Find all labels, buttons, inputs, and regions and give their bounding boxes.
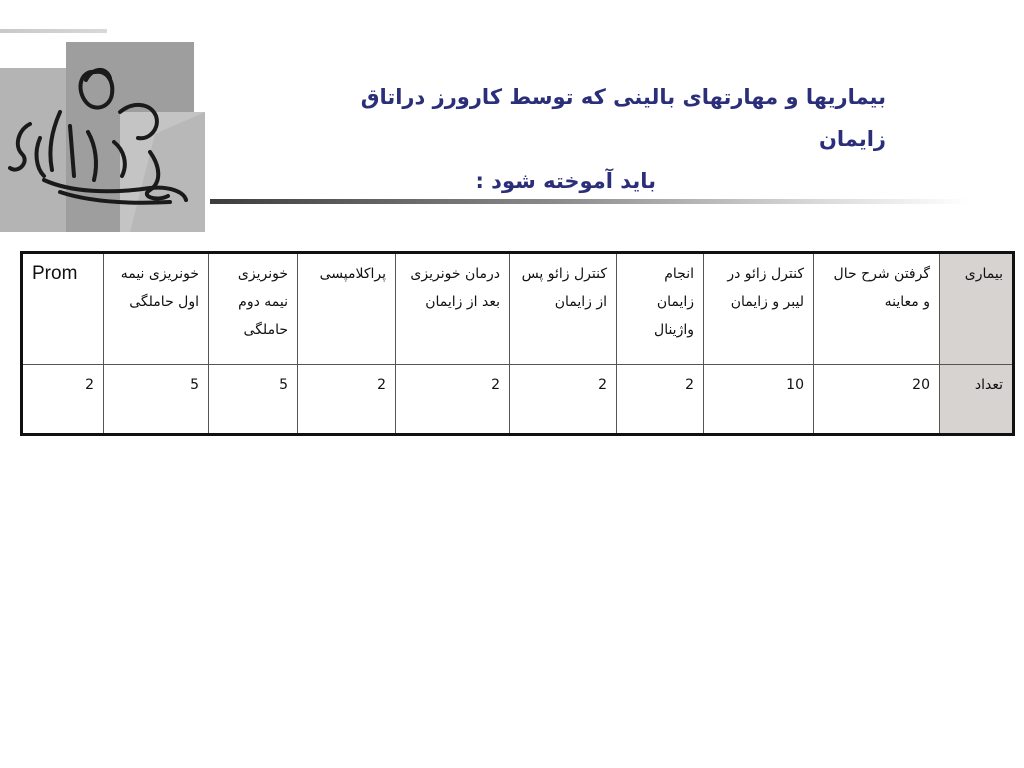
title-line-1: بیماریها و مهارتهای بالینی که توسط کارورز دراتاق زایمان: [360, 85, 886, 151]
count-cell: 2: [617, 365, 704, 435]
header-cell: انجام زایمان واژینال: [617, 253, 704, 365]
count-cell: 5: [104, 365, 209, 435]
mother-baby-sketch-icon: [0, 42, 205, 232]
count-cell: 2: [510, 365, 617, 435]
header-cell: درمان خونریزی بعد از زایمان: [396, 253, 510, 365]
header-cell: پراکلامپسی: [298, 253, 396, 365]
count-cell: 2: [298, 365, 396, 435]
skills-table: [20, 251, 1015, 436]
header-cell: Prom: [22, 253, 104, 365]
table-row-header: [22, 253, 1014, 365]
header-cell: کنترل زائو در لیبر و زایمان: [704, 253, 814, 365]
count-cell: 2: [396, 365, 510, 435]
header-cell: خونریزی نیمه اول حاملگی: [104, 253, 209, 365]
count-cell: 5: [209, 365, 298, 435]
count-label-cell: تعداد: [940, 365, 1014, 435]
title-line-2: باید آموخته شود :: [475, 169, 656, 193]
header-cell: کنترل زائو پس از زایمان: [510, 253, 617, 365]
slide-title: [300, 76, 886, 202]
skills-table-container: [20, 251, 1015, 436]
header-cell: گرفتن شرح حال و معاینه: [814, 253, 940, 365]
header-label-cell: بیماری: [940, 253, 1014, 365]
table-row-counts: [22, 365, 1014, 435]
count-cell: 2: [22, 365, 104, 435]
top-rule: [0, 29, 107, 33]
count-cell: 20: [814, 365, 940, 435]
count-cell: 10: [704, 365, 814, 435]
title-divider: [210, 199, 970, 204]
header-cell: خونریزی نیمه دوم حاملگی: [209, 253, 298, 365]
